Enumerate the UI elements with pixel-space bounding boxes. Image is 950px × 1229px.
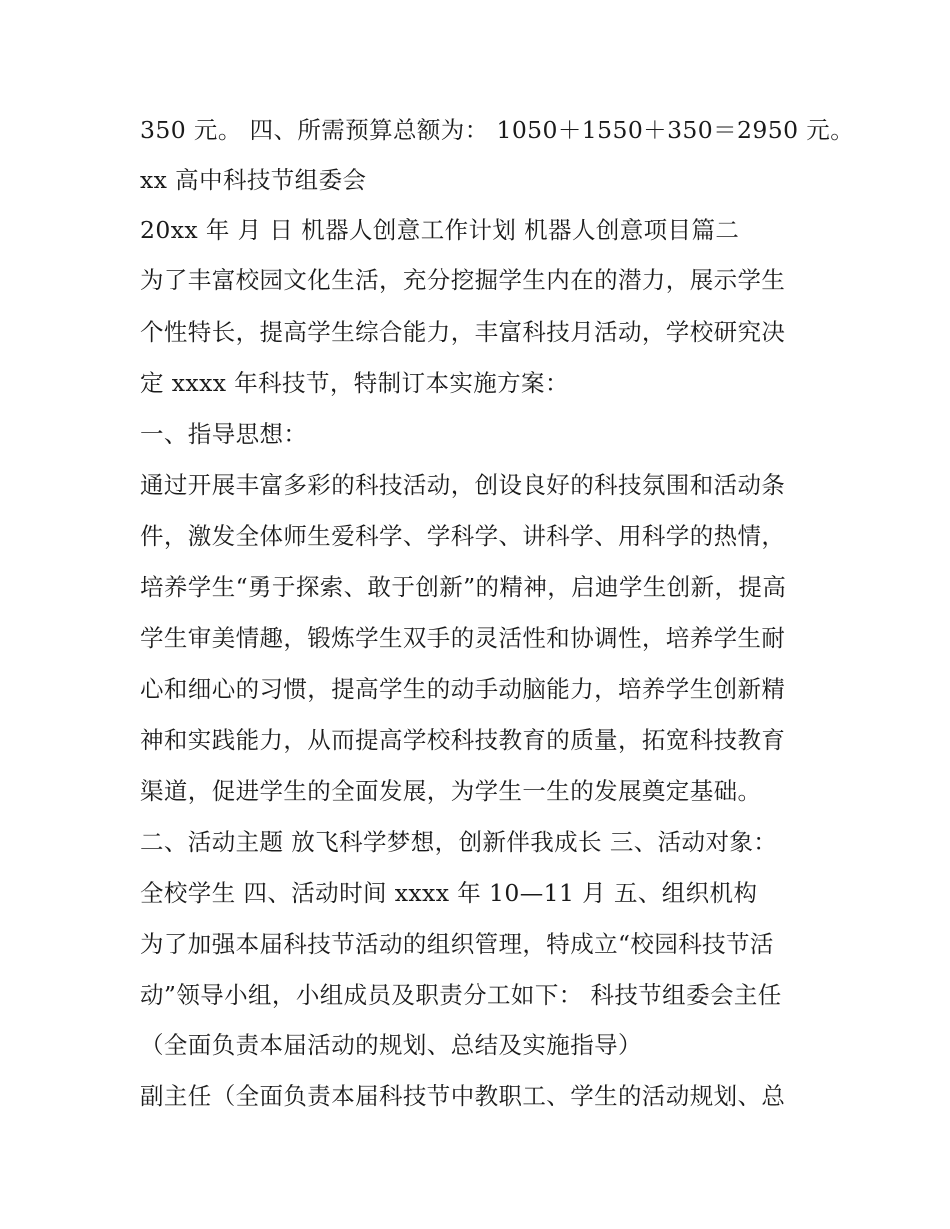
section-heading: 全校学生 四、活动时间 xxxx 年 10—11 月 五、组织机构: [140, 879, 758, 907]
section-heading: 一、指导思想：: [140, 420, 308, 448]
date-title-line: 20xx 年 月 日 机器人创意工作计划 机器人创意项目篇二: [140, 216, 740, 244]
paragraph-line: 个性特长，提高学生综合能力，丰富科技月活动，学校研究决: [140, 318, 786, 346]
paragraph-line: 动”领导小组，小组成员及职责分工如下： 科技节组委会主任: [140, 981, 782, 1009]
paragraph-line: 为了丰富校园文化生活，充分挖掘学生内在的潜力，展示学生: [140, 266, 786, 294]
paragraph-line: 心和细心的习惯，提高学生的动手动脑能力，培养学生创新精: [140, 675, 786, 703]
paragraph-line: 通过开展丰富多彩的科技活动，创设良好的科技氛围和活动条: [140, 471, 786, 499]
paragraph-line: 培养学生“勇于探索、敢于创新”的精神，启迪学生创新，提高: [140, 573, 787, 601]
paragraph-line: 副主任（全面负责本届科技节中教职工、学生的活动规划、总: [140, 1082, 786, 1110]
paragraph-line: 为了加强本届科技节活动的组织管理，特成立“校园科技节活: [140, 930, 774, 958]
paragraph-line: 学生审美情趣，锻炼学生双手的灵活性和协调性，培养学生耐: [140, 624, 786, 652]
paragraph-line: 渠道，促进学生的全面发展，为学生一生的发展奠定基础。: [140, 777, 762, 805]
paragraph-line: 神和实践能力，从而提高学校科技教育的质量，拓宽科技教育: [140, 726, 786, 754]
paragraph-line: 定 xxxx 年科技节，特制订本实施方案：: [140, 369, 569, 397]
organizer-line: xx 高中科技节组委会: [140, 166, 367, 194]
paragraph-line: 件，激发全体师生爱科学、学科学、讲科学、用科学的热情，: [140, 522, 786, 550]
budget-total-line: 350 元。 四、所需预算总额为： 1050＋1550＋350＝2950 元。: [140, 116, 855, 144]
paragraph-line: （全面负责本届活动的规划、总结及实施指导）: [140, 1031, 642, 1059]
section-heading: 二、活动主题 放飞科学梦想，创新伴我成长 三、活动对象：: [140, 828, 778, 856]
